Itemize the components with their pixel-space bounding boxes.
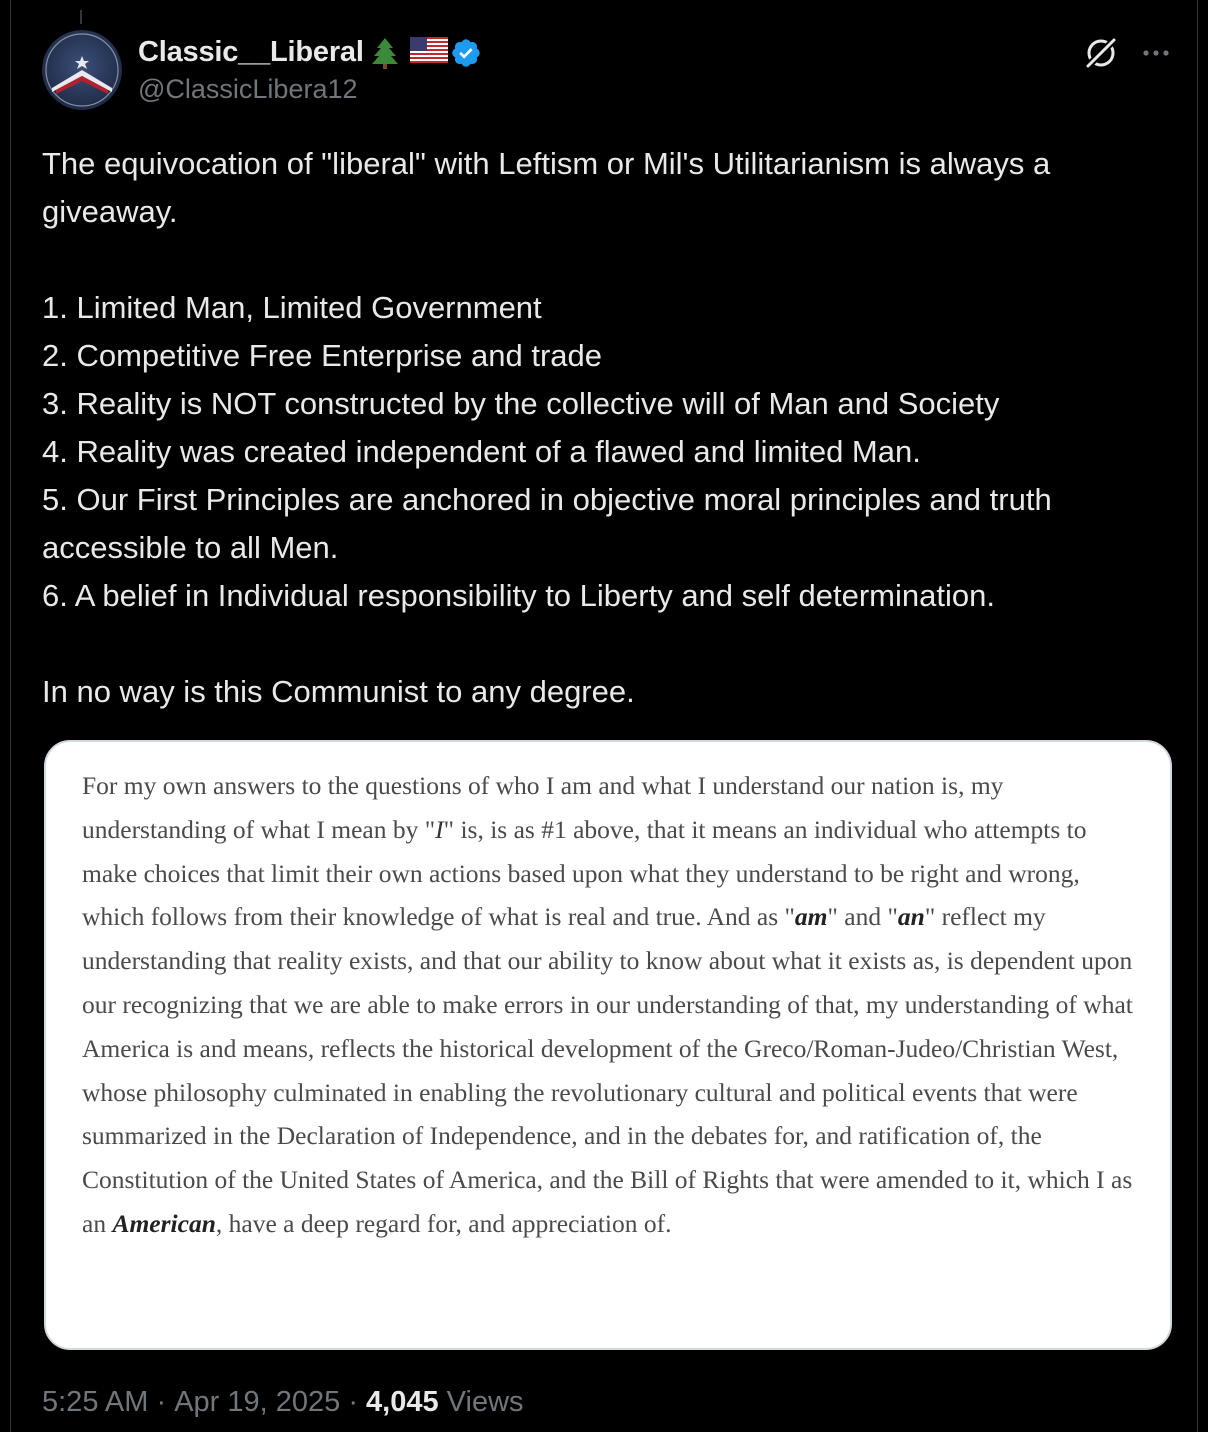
- tweet-meta: [42, 1386, 524, 1419]
- views-label: Views: [438, 1386, 524, 1418]
- image-text-segment: For my own answers to the questions of who I am and what I understand our nation is, my understanding of what I mean by ": [82, 771, 1004, 844]
- us-flag-icon: [410, 37, 444, 67]
- meta-separator: ·: [148, 1386, 175, 1418]
- image-text-segment: I: [435, 814, 444, 844]
- meta-separator: ·: [340, 1386, 367, 1418]
- image-text-segment: , have a deep regard for, and appreciation of.: [215, 1208, 672, 1238]
- image-text-segment: an: [897, 902, 925, 932]
- views-count[interactable]: 4,045: [366, 1386, 439, 1418]
- avatar[interactable]: [42, 30, 122, 110]
- display-name[interactable]: Classic__Liberal: [138, 35, 364, 68]
- thread-connector-line: [80, 10, 82, 24]
- image-text-segment: American: [112, 1208, 216, 1238]
- tweet-time[interactable]: 5:25 AM: [42, 1386, 149, 1418]
- author-name-row[interactable]: [138, 32, 484, 72]
- image-text-segment: am: [794, 902, 828, 932]
- author-handle[interactable]: @ClassicLibera12: [138, 74, 358, 104]
- image-text-segment: " is, is as #1 above, that it means an individual who attempts to make choices that limit their own actions based upon what they understand to be right and wrong, which follows from their knowledge of what is real and true. And as ": [82, 814, 1087, 932]
- tweet-date[interactable]: Apr 19, 2025: [174, 1386, 341, 1418]
- image-text-segment: " and ": [827, 902, 898, 932]
- more-icon[interactable]: [1138, 38, 1174, 68]
- attached-image[interactable]: [44, 740, 1172, 1350]
- tweet-text: The equivocation of "liberal" with Leftism or Mil's Utilitarianism is always a giveaway. 1. Limited Man, Limited Government 2. Competitive Free Enterprise and trade 3. Reality is NOT constructed by the collective will of Man and Society 4. Reality was created independent of a flawed and limited Man. 5. Our First Principles are anchored in objective moral principles and truth accessible to all Men. 6. A belief in Individual responsibility to Liberty and self determination. In no way is this Communist to any degree.: [42, 146, 1052, 709]
- verified-badge-icon[interactable]: [450, 37, 484, 67]
- image-text-excerpt: [82, 764, 1142, 1246]
- evergreen-tree-icon: [370, 37, 404, 67]
- image-text-segment: " reflect my understanding that reality exists, and that our ability to know about what it exists as, is dependent upon our recognizing that we are able to make errors in our understanding of that, my understanding of what America is and means, reflects the historical development of the Greco/Roman-Judeo/Christian West, whose philosophy culminated in enabling the revolutionary cultural and political events that were summarized in the Declaration of Independence, and in the debates for, and ratification of, the Constitution of the United States of America, and the Bill of Rights that were amended to it, which I as an: [82, 902, 1133, 1238]
- grok-icon[interactable]: [1082, 34, 1120, 72]
